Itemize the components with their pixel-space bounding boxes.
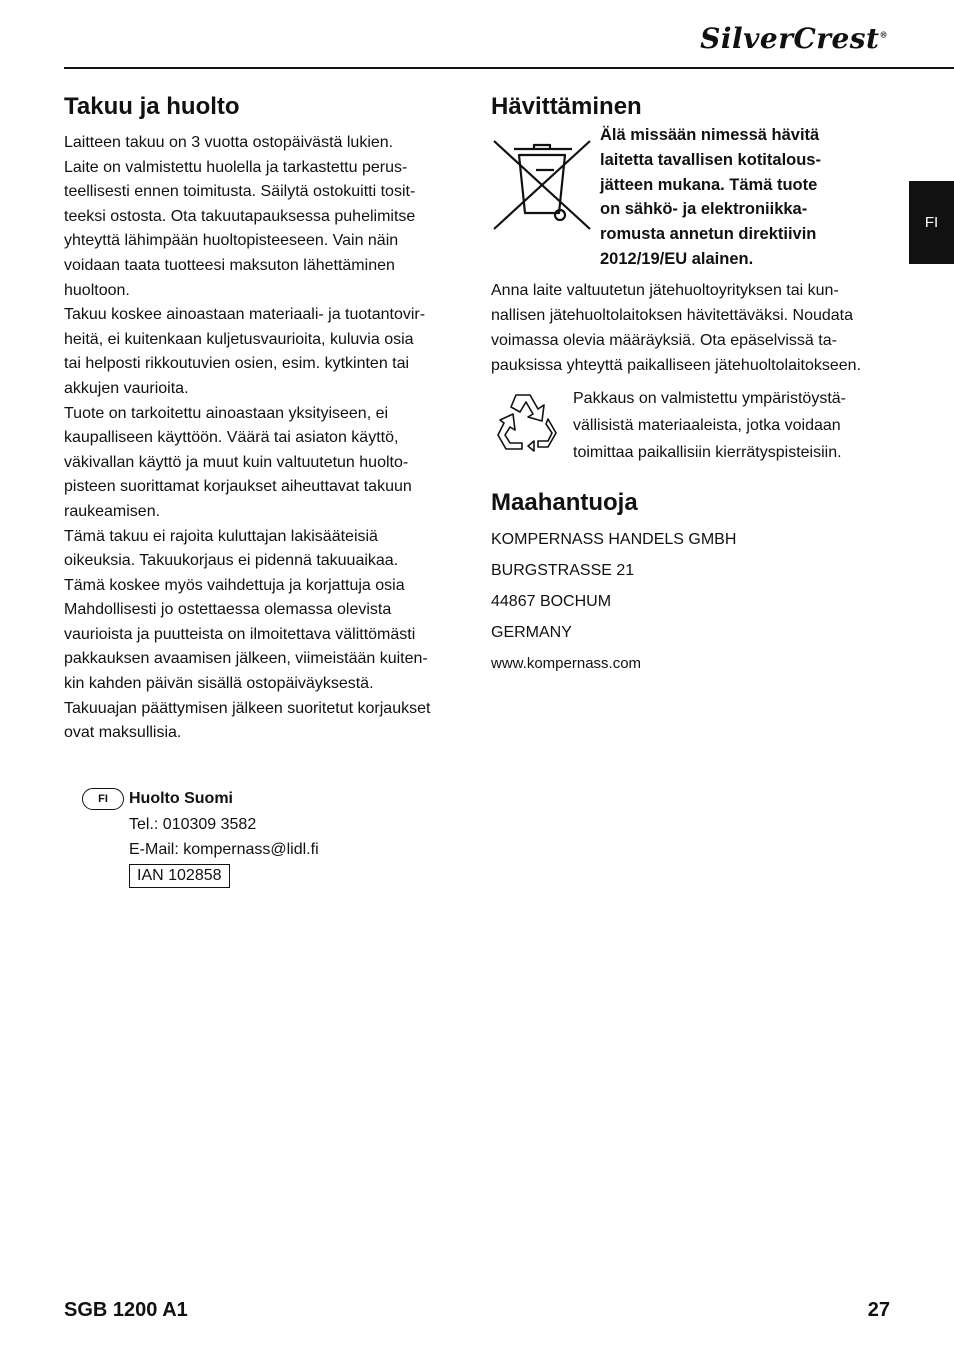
packaging-text: [573, 385, 893, 466]
warranty-line: raukeamisen.: [64, 502, 161, 520]
service-email: E-Mail: kompernass@lidl.fi: [129, 841, 319, 858]
importer-city: 44867 BOCHUM: [491, 593, 612, 610]
warranty-line: Takuu koskee ainoastaan materiaali- ja tuotantovir-: [64, 306, 426, 324]
notice-line: laitetta tavallisen kotitalous-: [600, 150, 821, 169]
header-rule: [64, 67, 954, 69]
warranty-line: Tämä takuu ei rajoita kuluttajan lakisääteisiä: [64, 527, 378, 545]
importer-address: [491, 524, 736, 679]
warranty-line: ovat maksullisia.: [64, 724, 182, 742]
warranty-line: Tämä koskee myös vaihdettuja ja korjattuja osia: [64, 576, 405, 594]
importer-website[interactable]: www.kompernass.com: [491, 655, 642, 672]
notice-line: on sähkö- ja elektroniikka-: [600, 200, 808, 219]
packaging-line: toimittaa paikallisiin kierrätyspisteisiin.: [573, 444, 842, 461]
warranty-text: [64, 131, 464, 746]
warranty-line: vaurioista ja puutteista on ilmoitettava välittömästi: [64, 625, 416, 643]
disposal-line: voimassa olevia määräyksiä. Ota epäselvissä ta-: [491, 332, 837, 349]
service-name: Huolto Suomi: [129, 790, 233, 807]
page-number: 27: [867, 1299, 890, 1321]
notice-line: jätteen mukana. Tämä tuote: [600, 175, 818, 194]
recycling-icon: [490, 389, 566, 459]
importer-street: BURGSTRASSE 21: [491, 562, 635, 579]
warranty-line: kin kahden päivän sisällä ostopäiväyksestä.: [64, 675, 374, 693]
warranty-line: pisteen suorittamat korjaukset aiheuttavat takuun: [64, 478, 412, 496]
brand-logo: SilverCrest®: [700, 22, 888, 55]
warranty-line: tai helposti rikkoutuvien osien, esim. kytkinten tai: [64, 355, 410, 373]
packaging-line: Pakkaus on valmistettu ympäristöystä-: [573, 390, 846, 407]
warranty-line: pakkauksen avaamisen jälkeen, viimeistään kuiten-: [64, 650, 428, 668]
warranty-line: huoltoon.: [64, 281, 130, 299]
warranty-line: Mahdollisesti jo ostettaessa olemassa olevista: [64, 601, 392, 619]
notice-line: romusta annetun direktiivin: [600, 225, 817, 244]
country-badge: FI: [82, 788, 124, 810]
importer-heading: Maahantuoja: [491, 489, 638, 516]
crossed-out-wheelie-bin-icon: [490, 137, 594, 233]
footer-model: SGB 1200 A1: [64, 1299, 188, 1321]
language-tab: FI: [909, 181, 954, 264]
service-phone: Tel.: 010309 3582: [129, 815, 257, 833]
warranty-line: heitä, ei kuitenkaan kuljetusvaurioita, kuluvia osia: [64, 330, 414, 348]
warranty-line: väkivallan käyttö ja muut kuin valtuutetun huolto-: [64, 453, 409, 471]
importer-company: KOMPERNASS HANDELS GMBH: [491, 531, 737, 548]
warranty-line: Laite on valmistettu huolella ja tarkastettu perus-: [64, 158, 408, 176]
disposal-notice: [600, 123, 890, 272]
warranty-heading: Takuu ja huolto: [64, 93, 240, 120]
disposal-line: Anna laite valtuutetun jätehuoltoyrityksen tai kun-: [491, 282, 839, 299]
warranty-line: Takuuajan päättymisen jälkeen suoritetut korjaukset: [64, 699, 431, 717]
disposal-heading: Hävittäminen: [491, 93, 642, 120]
disposal-line: pauksissa yhteyttä paikalliseen jätehuoltolaitokseen.: [491, 357, 862, 374]
warranty-line: oikeuksia. Takuukorjaus ei pidennä takuuaikaa.: [64, 552, 399, 570]
warranty-line: teeksi ostosta. Ota takuutapauksessa puhelimitse: [64, 207, 416, 225]
warranty-line: akkujen vaurioita.: [64, 379, 189, 397]
disposal-line: nallisen jätehuoltolaitoksen hävitettäväksi. Noudata: [491, 307, 854, 324]
warranty-line: voidaan taata tuotteesi maksuton lähettäminen: [64, 256, 395, 274]
warranty-line: yhteyttä lähimpään huoltopisteeseen. Vain näin: [64, 232, 399, 250]
disposal-text: [491, 278, 901, 378]
warranty-line: teellisesti ennen toimitusta. Säilytä ostokuitti tosit-: [64, 183, 416, 201]
packaging-line: vällisistä materiaaleista, jotka voidaan: [573, 417, 841, 434]
importer-country: GERMANY: [491, 624, 572, 641]
warranty-line: kaupalliseen käyttöön. Väärä tai asiaton käyttö,: [64, 429, 399, 447]
warranty-line: Laitteen takuu on 3 vuotta ostopäivästä lukien.: [64, 134, 394, 151]
notice-line: Älä missään nimessä hävitä: [600, 126, 820, 144]
warranty-line: Tuote on tarkoitettu ainoastaan yksityiseen, ei: [64, 404, 389, 422]
ian-box: IAN 102858: [129, 864, 230, 888]
notice-line: 2012/19/EU alainen.: [600, 249, 754, 268]
